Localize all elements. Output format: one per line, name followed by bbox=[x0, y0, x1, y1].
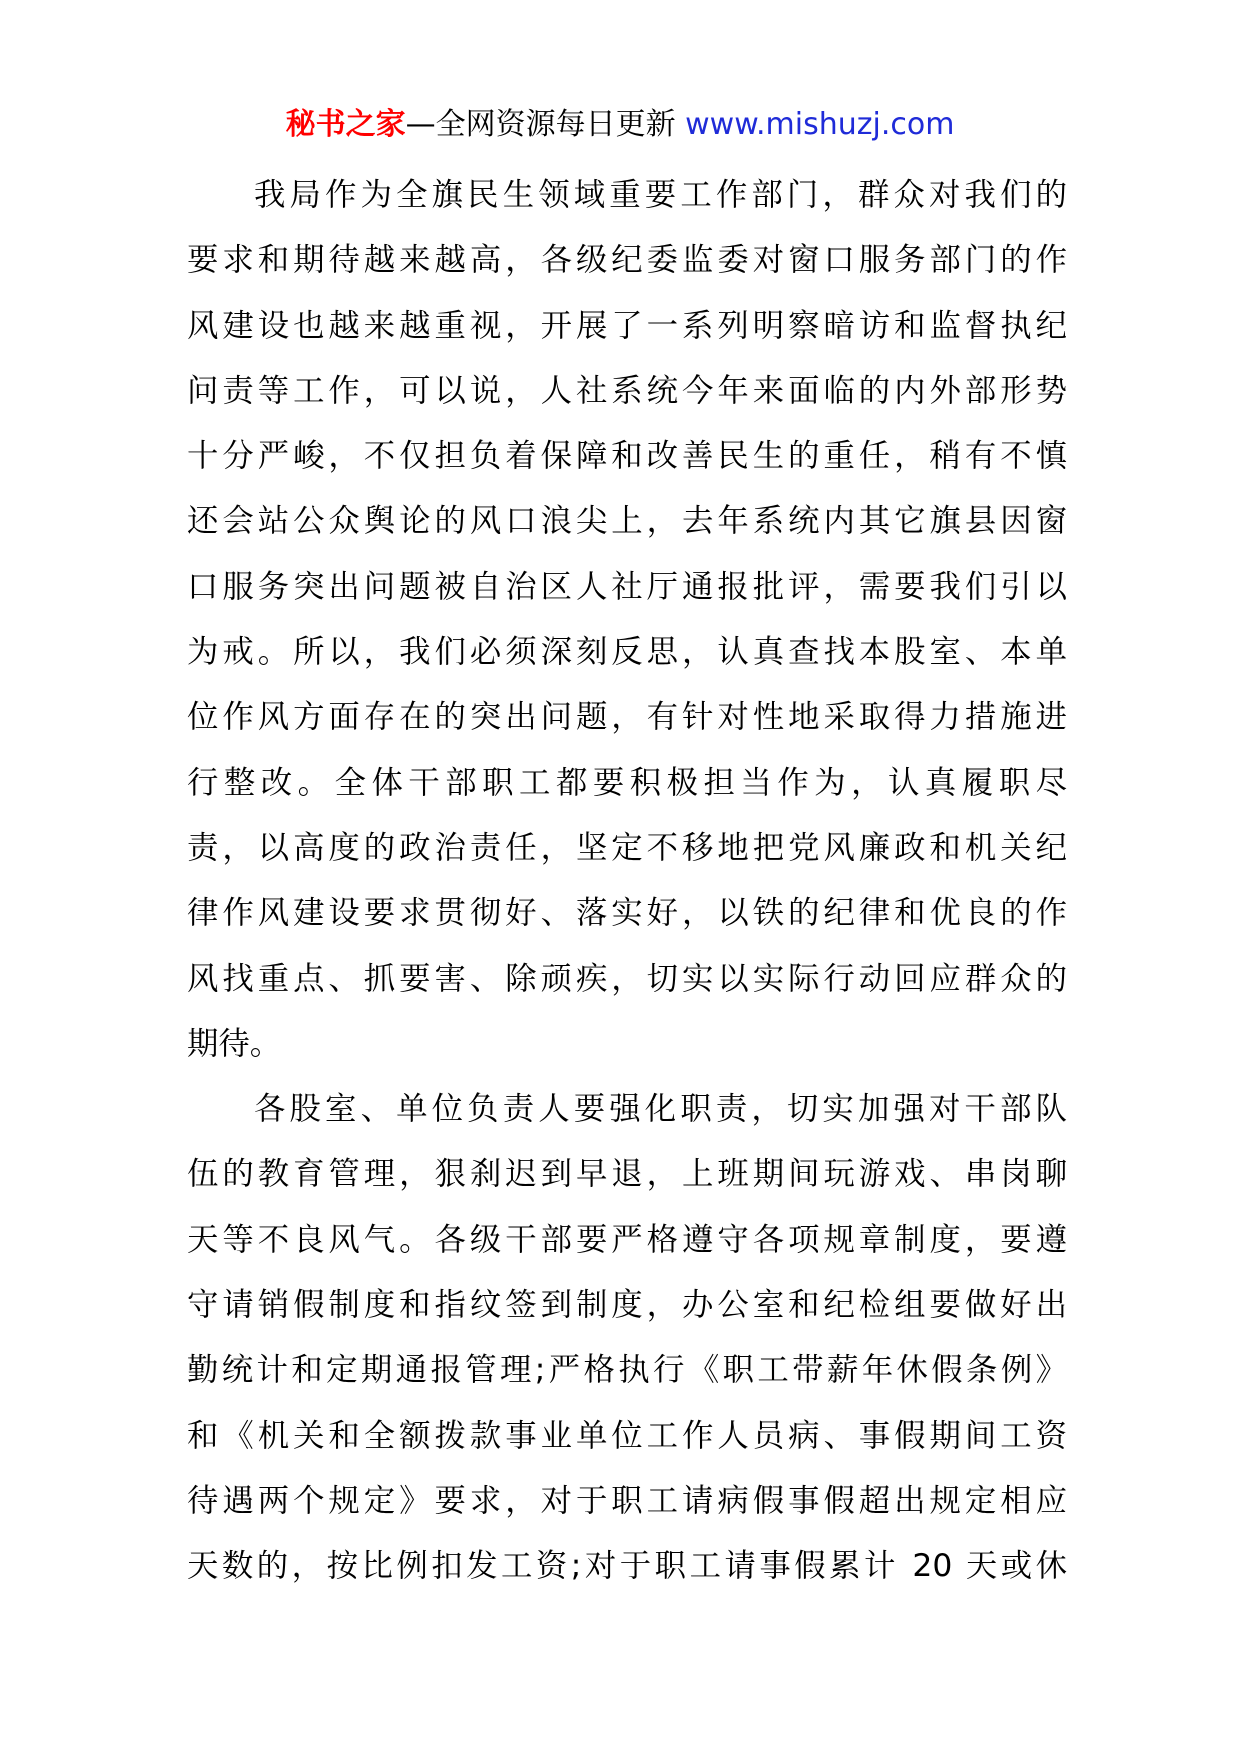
paragraph-2 bbox=[187, 1077, 1067, 1599]
text-line: 风找重点、抓要害、除顽疾，切实以实际行动回应群众的 bbox=[187, 960, 1067, 997]
page-header bbox=[0, 100, 1240, 150]
text-line: 和《机关和全额拨款事业单位工作人员病、事假期间工资 bbox=[187, 1417, 1067, 1454]
text-line: 行整改。全体干部职工都要积极担当作为，认真履职尽 bbox=[187, 764, 1067, 801]
text-line: 要求和期待越来越高，各级纪委监委对窗口服务部门的作 bbox=[187, 242, 1067, 279]
text-line: 我局作为全旗民生领域重要工作部门，群众对我们的 bbox=[254, 177, 1067, 213]
text-line: 守请销假制度和指纹签到制度，办公室和纪检组要做好出 bbox=[187, 1287, 1067, 1324]
brand-name: 秘书之家 bbox=[285, 107, 406, 142]
text-line: 伍的教育管理，狠刹迟到早退，上班期间玩游戏、串岗聊 bbox=[187, 1156, 1067, 1193]
text-line: 口服务突出问题被自治区人社厅通报批评，需要我们引以 bbox=[187, 568, 1067, 605]
text-line: 天等不良风气。各级干部要严格遵守各项规章制度，要遵 bbox=[187, 1221, 1067, 1258]
document-body bbox=[187, 163, 1067, 1600]
text-line: 期待。 bbox=[187, 1025, 282, 1062]
text-line: 勤统计和定期通报管理;严格执行《职工带薪年休假条例》 bbox=[187, 1352, 1067, 1389]
header-tagline: —全网资源每日更新 bbox=[405, 107, 686, 142]
text-line: 待遇两个规定》要求，对于职工请病假事假超出规定相应 bbox=[187, 1482, 1067, 1519]
site-url[interactable]: www.mishuzj.com bbox=[685, 107, 955, 142]
text-line: 律作风建设要求贯彻好、落实好，以铁的纪律和优良的作 bbox=[187, 895, 1067, 932]
paragraph-1 bbox=[187, 163, 1067, 1077]
text-line: 天数的，按比例扣发工资;对于职工请事假累计 20 天或休 bbox=[187, 1548, 1067, 1585]
text-line: 还会站公众舆论的风口浪尖上，去年系统内其它旗县因窗 bbox=[187, 503, 1067, 540]
text-line: 位作风方面存在的突出问题，有针对性地采取得力措施进 bbox=[187, 699, 1067, 736]
text-line: 十分严峻，不仅担负着保障和改善民生的重任，稍有不慎 bbox=[187, 438, 1067, 475]
text-line: 各股室、单位负责人要强化职责，切实加强对干部队 bbox=[254, 1091, 1067, 1128]
text-line: 风建设也越来越重视，开展了一系列明察暗访和监督执纪 bbox=[187, 307, 1067, 344]
text-line: 责，以高度的政治责任，坚定不移地把党风廉政和机关纪 bbox=[187, 829, 1067, 866]
text-line: 问责等工作，可以说，人社系统今年来面临的内外部形势 bbox=[187, 372, 1067, 409]
text-line: 为戒。所以，我们必须深刻反思，认真查找本股室、本单 bbox=[187, 634, 1067, 671]
